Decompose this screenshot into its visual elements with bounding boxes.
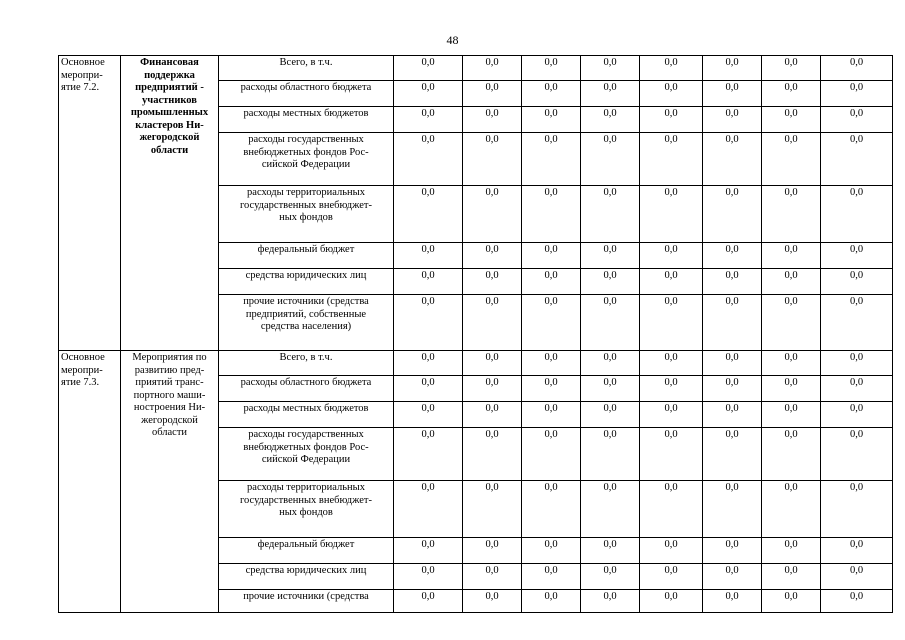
value-cell: 0,0: [821, 107, 893, 133]
value-cell: 0,0: [394, 269, 463, 295]
funding-source-line: средства юридических лиц: [245, 270, 367, 281]
measure-code-line: ятие 7.3.: [61, 377, 100, 388]
measure-name-line: Финансовая: [140, 57, 199, 68]
measure-name-line: области: [151, 427, 188, 438]
value-cell: 0,0: [821, 376, 893, 402]
value-cell: 0,0: [821, 564, 893, 590]
value-cell: 0,0: [703, 243, 762, 269]
funding-source-cell: [219, 376, 394, 402]
value-cell: 0,0: [762, 81, 821, 107]
funding-source-cell: [219, 243, 394, 269]
value-cell: 0,0: [581, 428, 640, 481]
funding-source-line: средства населения): [260, 321, 352, 332]
funding-source-line: расходы областного бюджета: [240, 377, 372, 388]
funding-source-line: ных фондов: [279, 212, 333, 223]
funding-source-line: прочие источники (средства: [243, 591, 369, 602]
value-cell: 0,0: [762, 133, 821, 186]
value-cell: 0,0: [394, 564, 463, 590]
value-cell: 0,0: [581, 351, 640, 376]
value-cell: 0,0: [581, 590, 640, 613]
value-cell: 0,0: [581, 107, 640, 133]
funding-source-line: Всего, в т.ч.: [279, 352, 333, 363]
value-cell: 0,0: [640, 428, 703, 481]
measure-name-line: промышленных: [130, 107, 209, 118]
value-cell: 0,0: [522, 269, 581, 295]
value-cell: 0,0: [522, 428, 581, 481]
value-cell: 0,0: [762, 269, 821, 295]
funding-source-line: расходы местных бюджетов: [243, 403, 369, 414]
value-cell: 0,0: [581, 376, 640, 402]
funding-source-line: сийской Федерации: [261, 454, 351, 465]
value-cell: 0,0: [394, 243, 463, 269]
funding-source-cell: [219, 295, 394, 351]
value-cell: 0,0: [640, 351, 703, 376]
funding-source-cell: [219, 81, 394, 107]
value-cell: 0,0: [703, 538, 762, 564]
funding-source-cell: [219, 351, 394, 376]
value-cell: 0,0: [581, 186, 640, 243]
funding-source-cell: [219, 56, 394, 81]
measure-code-line: ятие 7.2.: [61, 82, 100, 93]
value-cell: 0,0: [463, 269, 522, 295]
value-cell: 0,0: [640, 376, 703, 402]
value-cell: 0,0: [703, 107, 762, 133]
value-cell: 0,0: [522, 107, 581, 133]
value-cell: 0,0: [762, 481, 821, 538]
measure-code-line: меропри-: [61, 364, 103, 376]
value-cell: 0,0: [762, 538, 821, 564]
funding-source-cell: [219, 133, 394, 186]
value-cell: 0,0: [703, 564, 762, 590]
value-cell: 0,0: [463, 376, 522, 402]
value-cell: 0,0: [581, 56, 640, 81]
measure-name-cell: [121, 351, 219, 613]
value-cell: 0,0: [640, 538, 703, 564]
value-cell: 0,0: [640, 269, 703, 295]
value-cell: 0,0: [463, 402, 522, 428]
value-cell: 0,0: [581, 564, 640, 590]
value-cell: 0,0: [394, 81, 463, 107]
value-cell: 0,0: [522, 564, 581, 590]
measure-name-line: жегородской: [139, 132, 200, 143]
funding-source-line: государственных внебюджет-: [240, 199, 372, 211]
value-cell: 0,0: [762, 243, 821, 269]
measure-name-line: ностроения Ни-: [133, 402, 206, 413]
value-cell: 0,0: [463, 56, 522, 81]
funding-source-line: Всего, в т.ч.: [279, 57, 333, 68]
measure-name-line: участников: [142, 94, 197, 106]
funding-source-line: расходы государственных: [248, 429, 364, 440]
measure-name-line: портного маши-: [133, 389, 206, 401]
value-cell: 0,0: [394, 590, 463, 613]
funding-source-cell: [219, 186, 394, 243]
value-cell: 0,0: [821, 269, 893, 295]
value-cell: 0,0: [703, 402, 762, 428]
value-cell: 0,0: [762, 564, 821, 590]
value-cell: 0,0: [581, 295, 640, 351]
value-cell: 0,0: [394, 351, 463, 376]
page-number: 48: [446, 33, 459, 47]
value-cell: 0,0: [581, 538, 640, 564]
value-cell: 0,0: [640, 186, 703, 243]
table-row: [59, 56, 893, 81]
value-cell: 0,0: [640, 481, 703, 538]
value-cell: 0,0: [394, 295, 463, 351]
funding-source-cell: [219, 590, 394, 613]
funding-source-cell: [219, 402, 394, 428]
value-cell: 0,0: [821, 538, 893, 564]
value-cell: 0,0: [762, 590, 821, 613]
value-cell: 0,0: [522, 590, 581, 613]
value-cell: 0,0: [703, 269, 762, 295]
value-cell: 0,0: [762, 376, 821, 402]
value-cell: 0,0: [463, 564, 522, 590]
value-cell: 0,0: [703, 376, 762, 402]
funding-source-cell: [219, 538, 394, 564]
value-cell: 0,0: [463, 81, 522, 107]
measure-name-cell: [121, 56, 219, 351]
value-cell: 0,0: [762, 428, 821, 481]
value-cell: 0,0: [821, 402, 893, 428]
funding-source-line: ных фондов: [279, 507, 333, 518]
value-cell: 0,0: [821, 295, 893, 351]
value-cell: 0,0: [821, 243, 893, 269]
funding-source-line: федеральный бюджет: [257, 539, 355, 550]
measure-code-cell: [59, 56, 121, 351]
measure-name-line: кластеров Ни-: [135, 119, 204, 131]
value-cell: 0,0: [463, 590, 522, 613]
value-cell: 0,0: [394, 538, 463, 564]
value-cell: 0,0: [581, 81, 640, 107]
table-row: [59, 351, 893, 376]
value-cell: 0,0: [703, 590, 762, 613]
value-cell: 0,0: [394, 133, 463, 186]
value-cell: 0,0: [463, 186, 522, 243]
value-cell: 0,0: [762, 402, 821, 428]
value-cell: 0,0: [821, 56, 893, 81]
measure-name-line: поддержка: [144, 69, 195, 81]
value-cell: 0,0: [581, 133, 640, 186]
value-cell: 0,0: [463, 295, 522, 351]
value-cell: 0,0: [522, 56, 581, 81]
measure-name-line: приятий транс-: [135, 377, 204, 388]
funding-source-line: расходы территориальных: [247, 482, 365, 493]
funding-source-cell: [219, 107, 394, 133]
value-cell: 0,0: [394, 376, 463, 402]
value-cell: 0,0: [463, 538, 522, 564]
funding-source-line: внебюджетных фондов Рос-: [243, 441, 369, 453]
value-cell: 0,0: [463, 351, 522, 376]
measure-code-line: меропри-: [61, 69, 103, 81]
value-cell: 0,0: [821, 81, 893, 107]
measure-code-line: Основное: [61, 57, 105, 68]
value-cell: 0,0: [463, 481, 522, 538]
value-cell: 0,0: [703, 186, 762, 243]
value-cell: 0,0: [394, 481, 463, 538]
value-cell: 0,0: [463, 428, 522, 481]
value-cell: 0,0: [522, 295, 581, 351]
value-cell: 0,0: [703, 295, 762, 351]
value-cell: 0,0: [394, 107, 463, 133]
value-cell: 0,0: [703, 133, 762, 186]
measure-name-line: области: [150, 144, 189, 156]
value-cell: 0,0: [522, 376, 581, 402]
funding-source-line: расходы областного бюджета: [240, 82, 372, 93]
value-cell: 0,0: [522, 81, 581, 107]
value-cell: 0,0: [640, 402, 703, 428]
measure-name-line: жегородской: [141, 414, 198, 426]
value-cell: 0,0: [522, 538, 581, 564]
measure-name-line: Мероприятия по: [132, 352, 207, 363]
value-cell: 0,0: [522, 402, 581, 428]
funding-source-line: государственных внебюджет-: [240, 494, 372, 506]
value-cell: 0,0: [522, 351, 581, 376]
funding-source-line: расходы территориальных: [247, 187, 365, 198]
value-cell: 0,0: [821, 186, 893, 243]
measure-code-cell: [59, 351, 121, 613]
value-cell: 0,0: [703, 481, 762, 538]
value-cell: 0,0: [522, 186, 581, 243]
funding-source-line: сийской Федерации: [261, 159, 351, 170]
value-cell: 0,0: [640, 243, 703, 269]
value-cell: 0,0: [821, 351, 893, 376]
value-cell: 0,0: [762, 186, 821, 243]
funding-source-cell: [219, 428, 394, 481]
value-cell: 0,0: [463, 107, 522, 133]
value-cell: 0,0: [394, 402, 463, 428]
value-cell: 0,0: [703, 81, 762, 107]
value-cell: 0,0: [394, 428, 463, 481]
value-cell: 0,0: [640, 564, 703, 590]
value-cell: 0,0: [394, 56, 463, 81]
value-cell: 0,0: [640, 56, 703, 81]
measure-name-line: развитию пред-: [134, 364, 205, 376]
funding-source-line: прочие источники (средства: [243, 296, 369, 307]
value-cell: 0,0: [762, 56, 821, 81]
measure-name-line: предприятий -: [135, 82, 204, 93]
value-cell: 0,0: [463, 243, 522, 269]
value-cell: 0,0: [762, 295, 821, 351]
budget-table: [58, 55, 893, 613]
value-cell: 0,0: [522, 243, 581, 269]
value-cell: 0,0: [581, 481, 640, 538]
value-cell: 0,0: [581, 402, 640, 428]
funding-source-line: расходы государственных: [248, 134, 364, 145]
funding-source-line: федеральный бюджет: [257, 244, 355, 255]
value-cell: 0,0: [762, 107, 821, 133]
value-cell: 0,0: [640, 107, 703, 133]
value-cell: 0,0: [703, 351, 762, 376]
funding-source-line: средства юридических лиц: [245, 565, 367, 576]
value-cell: 0,0: [581, 269, 640, 295]
value-cell: 0,0: [821, 590, 893, 613]
funding-source-cell: [219, 564, 394, 590]
value-cell: 0,0: [522, 133, 581, 186]
funding-source-line: предприятий, собственные: [245, 308, 367, 320]
funding-source-line: расходы местных бюджетов: [243, 108, 369, 119]
value-cell: 0,0: [394, 186, 463, 243]
value-cell: 0,0: [640, 133, 703, 186]
value-cell: 0,0: [581, 243, 640, 269]
value-cell: 0,0: [821, 428, 893, 481]
value-cell: 0,0: [703, 56, 762, 81]
value-cell: 0,0: [463, 133, 522, 186]
value-cell: 0,0: [522, 481, 581, 538]
measure-code-line: Основное: [61, 352, 105, 363]
value-cell: 0,0: [640, 81, 703, 107]
value-cell: 0,0: [821, 481, 893, 538]
value-cell: 0,0: [640, 295, 703, 351]
funding-source-cell: [219, 481, 394, 538]
value-cell: 0,0: [821, 133, 893, 186]
funding-source-cell: [219, 269, 394, 295]
funding-source-line: внебюджетных фондов Рос-: [243, 146, 369, 158]
value-cell: 0,0: [703, 428, 762, 481]
value-cell: 0,0: [762, 351, 821, 376]
value-cell: 0,0: [640, 590, 703, 613]
